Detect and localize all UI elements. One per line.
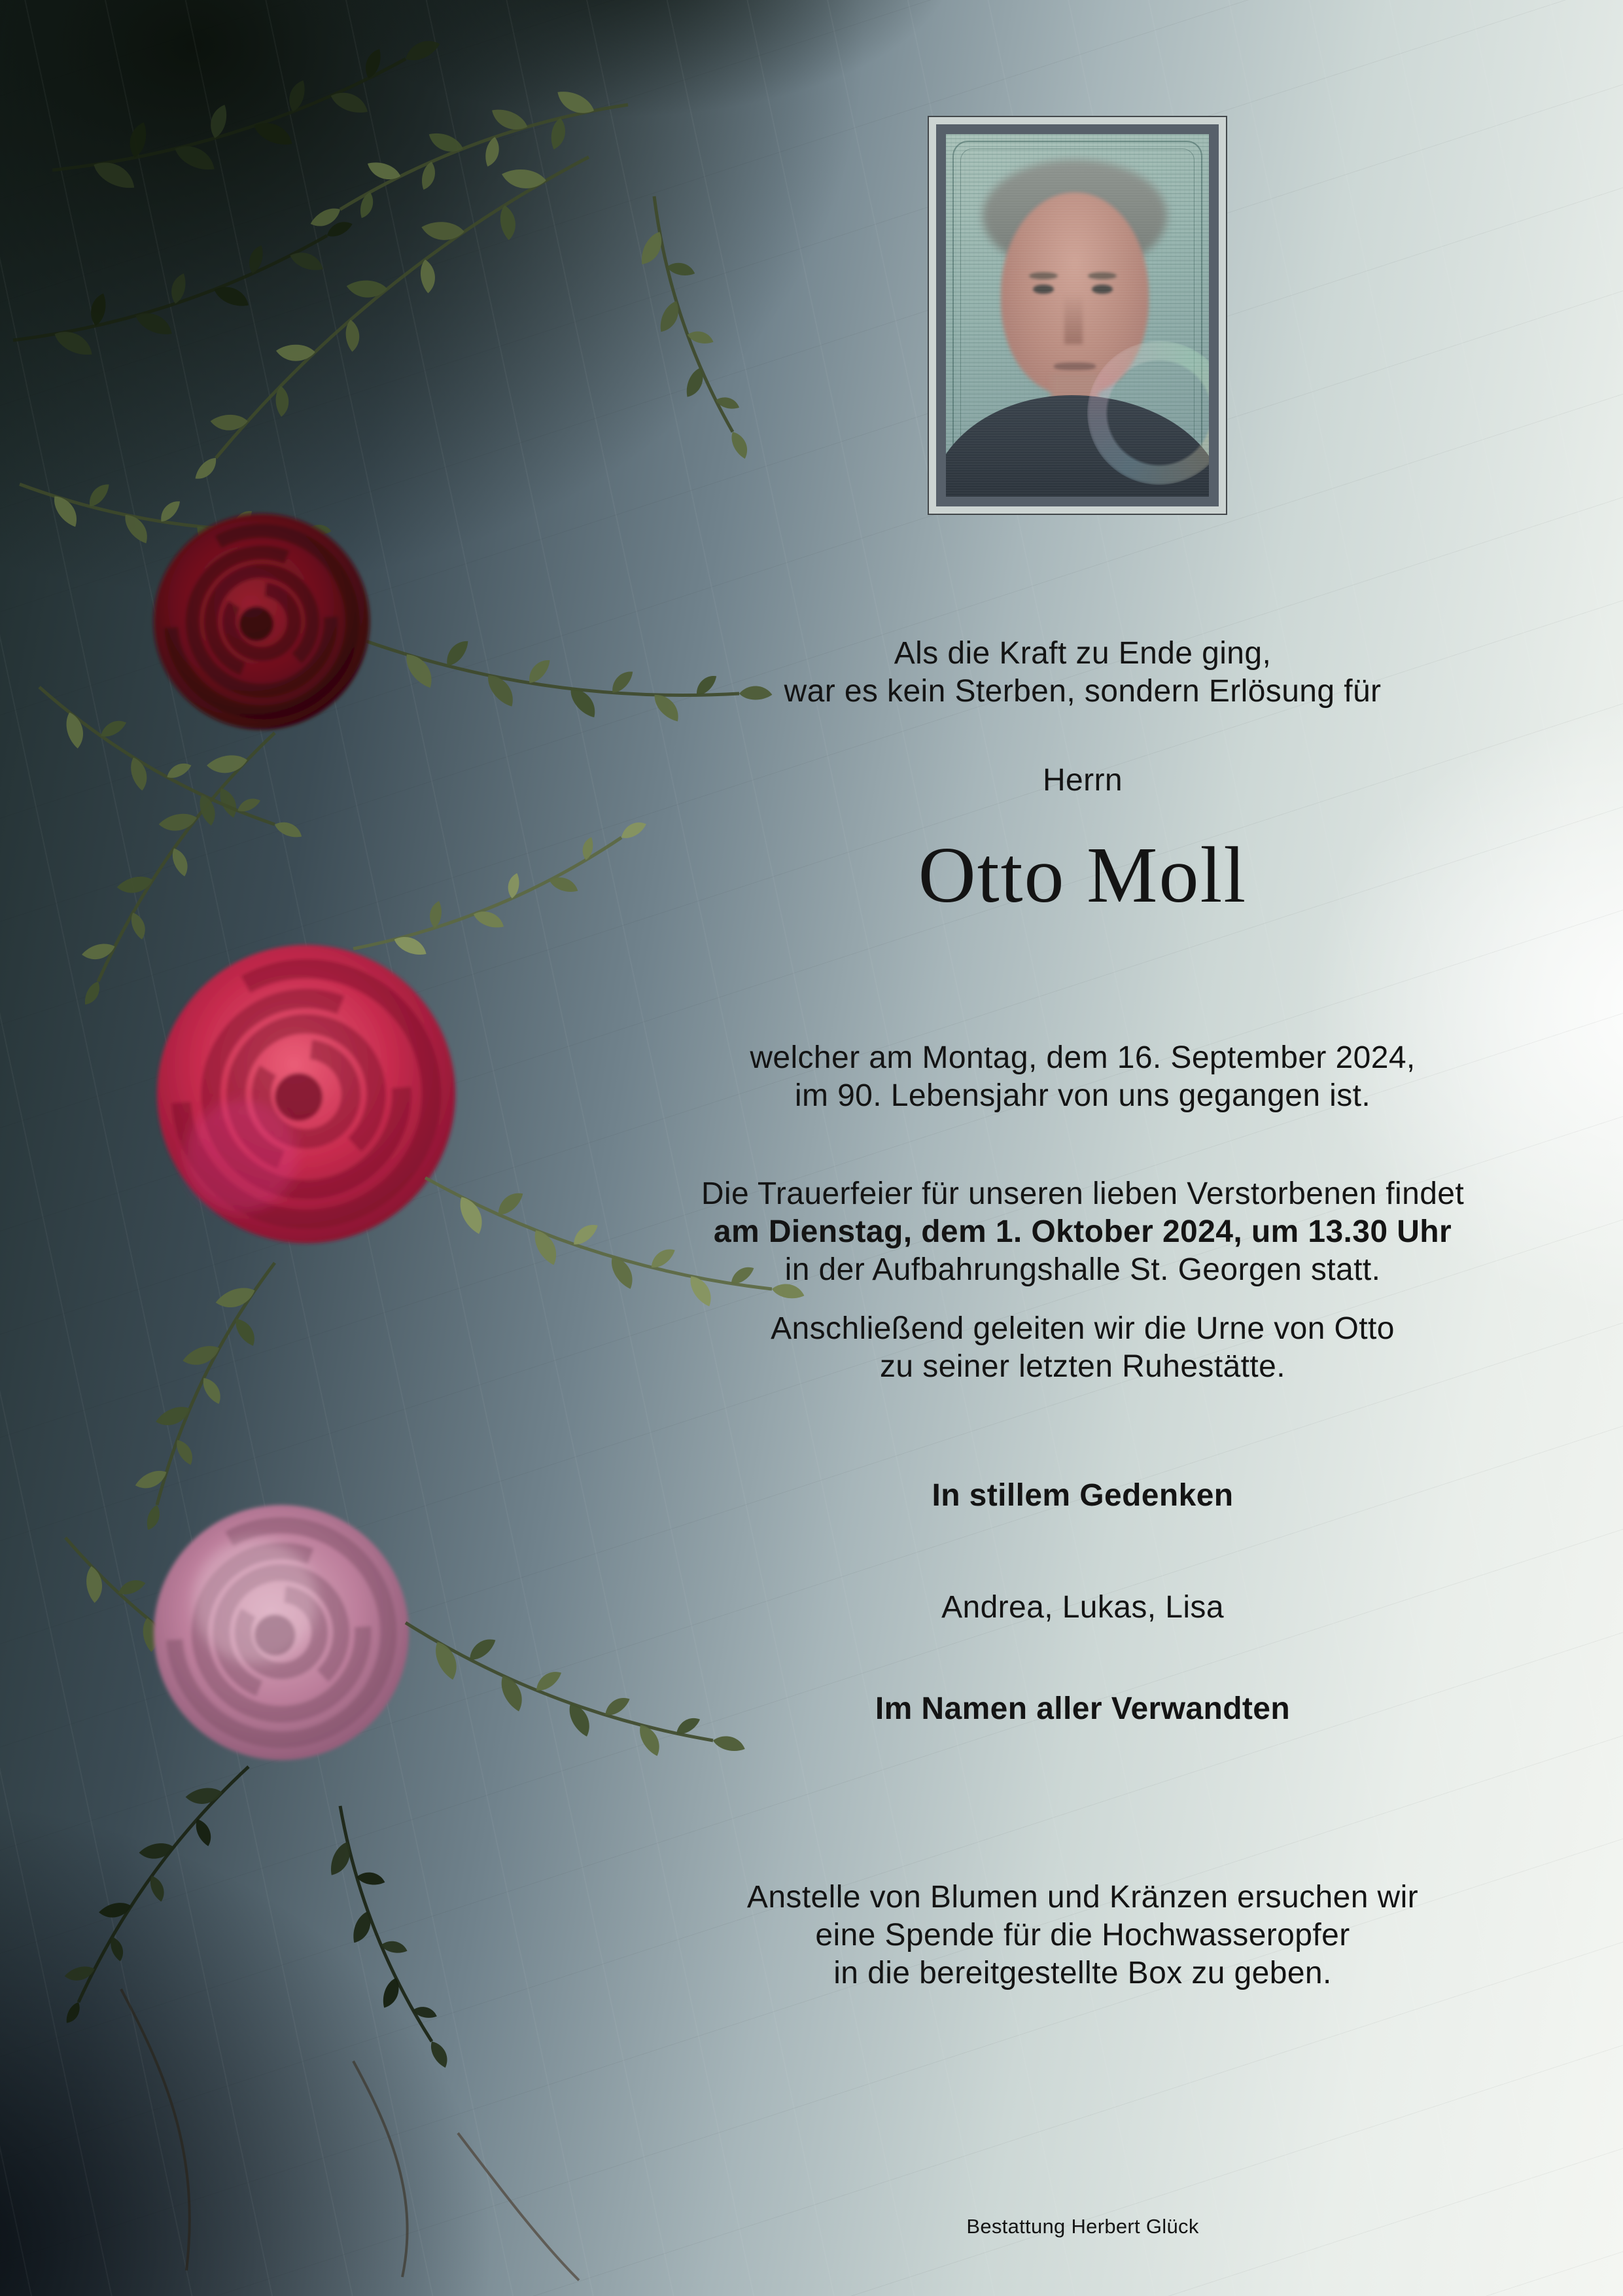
foliage-sprig [133, 1263, 275, 1532]
death-date-block [543, 1039, 1622, 1115]
urn-procession-line2: zu seiner letzten Ruhestätte. [880, 1349, 1285, 1384]
funeral-service-datetime: am Dienstag, dem 1. Oktober 2024, um 13.30 Uhr [713, 1214, 1452, 1249]
twig [121, 1989, 190, 2270]
mourner-names: Andrea, Lukas, Lisa [941, 1590, 1224, 1625]
opening-verse [543, 635, 1622, 711]
twig [353, 2061, 408, 2277]
rose-dark-red [141, 501, 382, 742]
opening-verse-line2: war es kein Sterben, sondern Erlösung für [784, 674, 1382, 709]
donation-request-block [543, 1879, 1622, 1992]
foliage-sprig [191, 157, 589, 483]
memorial-text-column [543, 0, 1622, 2296]
foliage-sprig [324, 1806, 451, 2070]
funeral-service-line1: Die Trauerfeier für unseren lieben Verstorbenen findet [701, 1176, 1465, 1211]
salutation: Herrn [1042, 763, 1123, 798]
donation-line1: Anstelle von Blumen und Kränzen ersuchen wir [746, 1880, 1419, 1915]
deceased-name: Otto Moll [918, 831, 1248, 919]
donation-line2: eine Spende für die Hochwasseropfer [815, 1918, 1350, 1952]
funeral-home-credit: Bestattung Herbert Glück [966, 2215, 1199, 2238]
urn-procession-line1: Anschließend geleiten wir die Urne von Otto [771, 1311, 1395, 1346]
death-date-line2: im 90. Lebensjahr von uns gegangen ist. [794, 1078, 1371, 1113]
opening-verse-line1: Als die Kraft zu Ende ging, [894, 636, 1272, 671]
foliage-sprig [62, 1767, 249, 2026]
rose-dusty-pink [139, 1490, 423, 1775]
foliage-sprig [13, 219, 355, 362]
funeral-service-location: in der Aufbahrungshalle St. Georgen statt. [784, 1252, 1381, 1287]
urn-procession-block [543, 1310, 1622, 1386]
relatives-line: Im Namen aller Verwandten [875, 1691, 1291, 1726]
donation-line3: in die bereitgestellte Box zu geben. [833, 1956, 1332, 1990]
funeral-service-block [543, 1175, 1622, 1289]
remembrance-line: In stillem Gedenken [932, 1478, 1234, 1513]
rose-bright-pink [139, 927, 472, 1260]
death-date-line1: welcher am Montag, dem 16. September 2024, [750, 1040, 1416, 1075]
